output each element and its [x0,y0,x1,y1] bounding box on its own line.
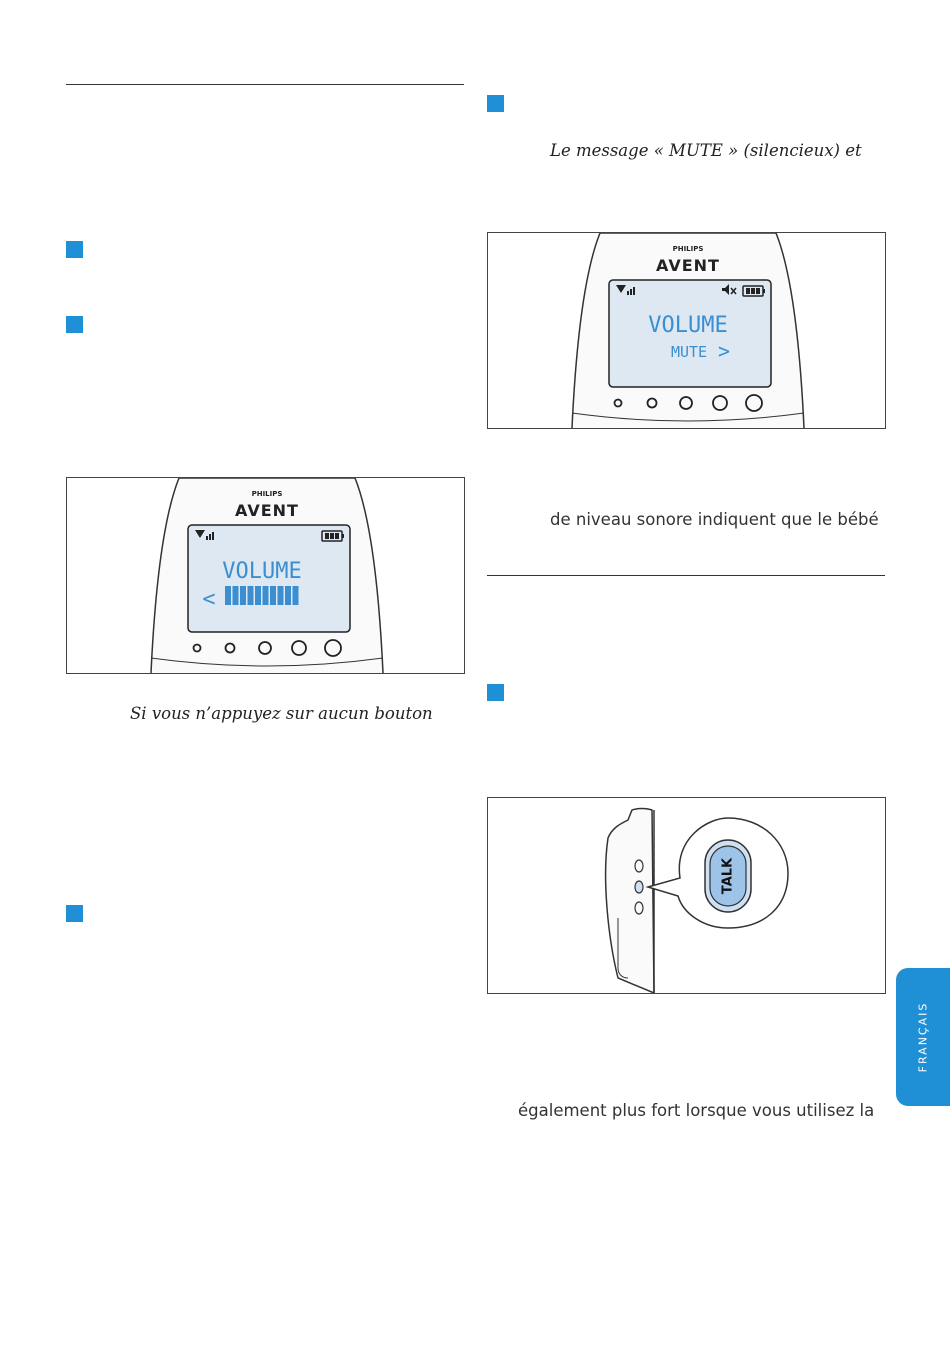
step-marker-4 [487,95,504,112]
volume-level-bar [240,586,246,605]
left-caption-italic: Si vous n’appuyez sur aucun bouton [130,704,433,723]
lcd-sub: MUTE [670,343,708,361]
figure-talk [487,797,886,994]
volume-level-bar [225,586,231,605]
right-section-rule [487,575,885,576]
figure-volume-level [66,477,465,674]
brand-small-text: PHILIPS [251,490,283,498]
volume-level-bar [248,586,254,605]
talk-button-label: TALK [720,857,736,895]
volume-level-bar [278,586,284,605]
volume-level-bar [293,586,299,605]
lcd-left-arrow: < [202,587,216,612]
step-marker-1 [66,241,83,258]
right-caption-italic: Le message « MUTE » (silencieux) et [550,141,862,160]
volume-level-bar [285,586,291,605]
language-tab-label: FRANÇAIS [916,1001,930,1073]
volume-level-bar [255,586,261,605]
volume-level-bar [270,586,276,605]
lcd-right-arrow: > [717,339,731,363]
left-section-rule [66,84,464,85]
brand-large-text: AVENT [656,256,720,275]
text-level: de niveau sonore indiquent que le bébé [550,510,879,529]
text-talk: également plus fort lorsque vous utilisez la [518,1101,875,1120]
brand-small-text: PHILIPS [672,245,704,253]
volume-level-bar [233,586,239,605]
lcd-title: VOLUME [222,559,302,584]
volume-level-bar [263,586,269,605]
lcd-title: VOLUME [648,313,728,338]
figure-mute [487,232,886,429]
language-tab [896,968,950,1106]
step-marker-3 [66,905,83,922]
brand-large-text: AVENT [235,501,299,520]
step-marker-5 [487,684,504,701]
step-marker-2 [66,316,83,333]
